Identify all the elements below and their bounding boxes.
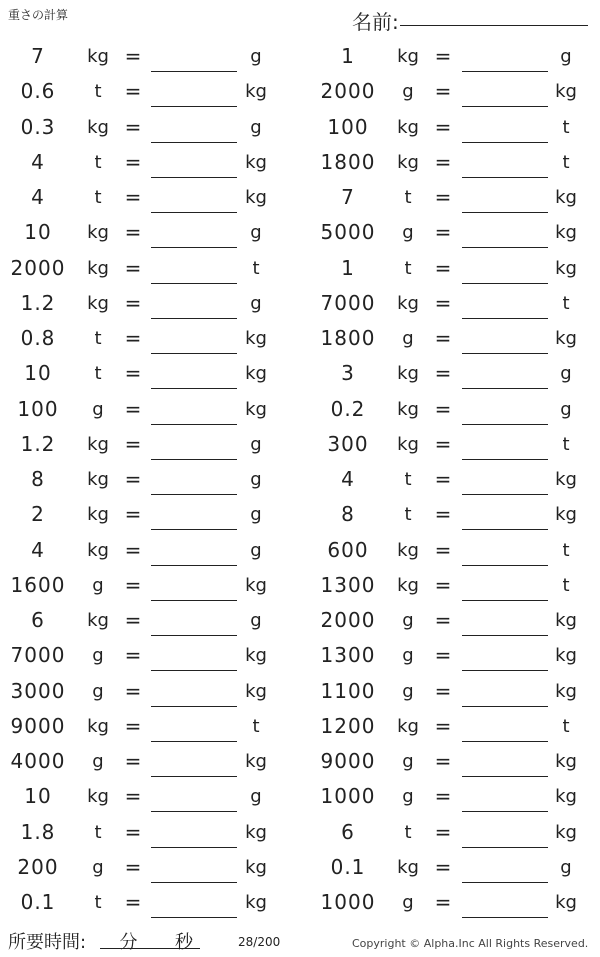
from-unit: kg	[87, 539, 109, 561]
equals-sign: =	[124, 149, 142, 174]
answer-blank[interactable]	[462, 212, 548, 213]
problem-row	[0, 850, 600, 885]
problem-row	[0, 568, 600, 603]
problem-value: 4	[31, 149, 45, 174]
to-unit: g	[250, 539, 262, 561]
from-unit: kg	[397, 151, 419, 173]
from-unit: kg	[397, 433, 419, 455]
answer-blank[interactable]	[151, 71, 237, 72]
answer-blank[interactable]	[151, 847, 237, 848]
to-unit: g	[250, 433, 262, 455]
to-unit: kg	[245, 892, 267, 913]
from-unit: g	[92, 680, 104, 702]
time-label	[8, 928, 193, 954]
problem-row	[0, 321, 600, 356]
from-unit: kg	[87, 469, 109, 490]
to-unit: kg	[555, 786, 577, 808]
from-unit: kg	[87, 257, 109, 279]
from-unit: kg	[397, 856, 419, 878]
equals-sign: =	[434, 255, 452, 280]
from-unit: g	[92, 574, 104, 596]
problem-value: 200	[17, 854, 59, 879]
from-unit: g	[402, 610, 414, 631]
from-unit: g	[92, 856, 104, 878]
seconds-label: 秒	[175, 932, 194, 953]
answer-blank[interactable]	[151, 917, 237, 918]
minutes-label: 分	[119, 932, 138, 953]
from-unit: t	[94, 151, 102, 173]
from-unit: g	[92, 398, 104, 420]
from-unit: kg	[397, 539, 419, 561]
from-unit: g	[92, 751, 104, 772]
answer-blank[interactable]	[151, 318, 237, 319]
answer-blank[interactable]	[462, 353, 548, 354]
problem-row	[0, 744, 600, 779]
to-unit: kg	[555, 821, 577, 843]
problem-value: 10	[24, 784, 52, 809]
answer-blank[interactable]	[462, 565, 548, 566]
problem-value: 9000	[320, 749, 376, 773]
problem-value: 3	[341, 361, 355, 386]
to-unit: t	[562, 539, 570, 561]
equals-sign: =	[124, 819, 142, 844]
answer-blank[interactable]	[462, 882, 548, 883]
problem-row	[0, 603, 600, 638]
to-unit: t	[562, 116, 570, 138]
to-unit: g	[250, 116, 262, 138]
answer-blank[interactable]	[151, 741, 237, 742]
problem-value: 1	[341, 44, 355, 68]
problem-value: 8	[31, 467, 45, 491]
to-unit: kg	[555, 469, 577, 490]
answer-blank[interactable]	[151, 177, 237, 178]
equals-sign: =	[434, 502, 452, 527]
problem-value: 4000	[10, 749, 66, 773]
from-unit: t	[404, 821, 412, 843]
problem-row	[0, 497, 600, 532]
to-unit: kg	[245, 151, 267, 173]
problem-row	[0, 251, 600, 286]
to-unit: g	[560, 398, 572, 420]
answer-blank[interactable]	[462, 670, 548, 671]
from-unit: g	[402, 645, 414, 667]
problem-value: 0.3	[20, 114, 56, 139]
equals-sign: =	[434, 361, 452, 386]
answer-blank[interactable]	[462, 776, 548, 777]
to-unit: kg	[555, 81, 577, 103]
answer-blank[interactable]	[151, 706, 237, 707]
answer-blank[interactable]	[151, 811, 237, 812]
from-unit: g	[402, 751, 414, 772]
equals-sign: =	[434, 149, 452, 174]
equals-sign: =	[124, 290, 142, 315]
problem-value: 0.1	[330, 854, 366, 879]
from-unit: t	[404, 469, 412, 490]
problem-value: 0.2	[330, 396, 366, 421]
time-field[interactable]	[100, 948, 200, 949]
equals-sign: =	[434, 854, 452, 879]
answer-blank[interactable]	[462, 71, 548, 72]
from-unit: kg	[87, 715, 109, 737]
to-unit: g	[250, 46, 262, 67]
from-unit: t	[94, 892, 102, 913]
answer-blank[interactable]	[151, 388, 237, 389]
equals-sign: =	[434, 749, 452, 773]
problem-row	[0, 110, 600, 145]
equals-sign: =	[124, 79, 142, 104]
to-unit: t	[562, 433, 570, 455]
answer-blank[interactable]	[462, 635, 548, 636]
to-unit: kg	[555, 892, 577, 913]
from-unit: t	[94, 328, 102, 349]
answer-blank[interactable]	[151, 212, 237, 213]
to-unit: t	[562, 151, 570, 173]
answer-blank[interactable]	[462, 847, 548, 848]
equals-sign: =	[434, 44, 452, 68]
answer-blank[interactable]	[462, 741, 548, 742]
to-unit: t	[562, 574, 570, 596]
equals-sign: =	[124, 643, 142, 668]
to-unit: kg	[555, 328, 577, 349]
problem-value: 4	[341, 467, 355, 491]
from-unit: g	[402, 81, 414, 103]
answer-blank[interactable]	[462, 459, 548, 460]
equals-sign: =	[124, 255, 142, 280]
answer-blank[interactable]	[462, 318, 548, 319]
problem-row	[0, 286, 600, 321]
from-unit: kg	[397, 292, 419, 314]
answer-blank[interactable]	[151, 459, 237, 460]
answer-blank[interactable]	[151, 494, 237, 495]
from-unit: kg	[87, 433, 109, 455]
from-unit: t	[404, 257, 412, 279]
problem-value: 4	[31, 537, 45, 562]
to-unit: g	[250, 292, 262, 314]
problem-value: 7	[31, 44, 45, 68]
to-unit: kg	[555, 257, 577, 279]
from-unit: kg	[87, 222, 109, 244]
problem-value: 100	[327, 114, 369, 139]
answer-blank[interactable]	[151, 670, 237, 671]
to-unit: t	[562, 715, 570, 737]
equals-sign: =	[434, 114, 452, 139]
equals-sign: =	[434, 608, 452, 632]
answer-blank[interactable]	[151, 142, 237, 143]
page-number: 28/200	[238, 935, 281, 949]
equals-sign: =	[124, 854, 142, 879]
problem-value: 1800	[320, 326, 376, 350]
to-unit: kg	[245, 398, 267, 420]
problem-value: 7000	[320, 290, 376, 315]
problem-row	[0, 215, 600, 250]
to-unit: g	[560, 46, 572, 67]
problem-value: 2000	[320, 79, 376, 104]
problem-value: 0.6	[20, 79, 56, 104]
problem-value: 6	[31, 608, 45, 632]
answer-blank[interactable]	[462, 283, 548, 284]
from-unit: kg	[397, 116, 419, 138]
to-unit: kg	[245, 574, 267, 596]
equals-sign: =	[434, 537, 452, 562]
equals-sign: =	[124, 678, 142, 703]
from-unit: kg	[87, 46, 109, 67]
from-unit: kg	[87, 786, 109, 808]
from-unit: t	[94, 363, 102, 385]
answer-blank[interactable]	[151, 529, 237, 530]
answer-blank[interactable]	[151, 600, 237, 601]
name-field[interactable]	[400, 25, 588, 26]
equals-sign: =	[434, 643, 452, 668]
problem-row	[0, 356, 600, 391]
problem-list	[0, 39, 600, 920]
equals-sign: =	[124, 44, 142, 68]
answer-blank[interactable]	[462, 917, 548, 918]
problem-value: 9000	[10, 713, 66, 738]
from-unit: t	[404, 187, 412, 208]
problem-row	[0, 674, 600, 709]
to-unit: t	[562, 292, 570, 314]
from-unit: t	[94, 81, 102, 103]
problem-row	[0, 638, 600, 673]
problem-value: 8	[341, 502, 355, 527]
answer-blank[interactable]	[151, 353, 237, 354]
equals-sign: =	[434, 290, 452, 315]
from-unit: kg	[397, 363, 419, 385]
problem-row	[0, 145, 600, 180]
equals-sign: =	[124, 114, 142, 139]
from-unit: kg	[397, 715, 419, 737]
answer-blank[interactable]	[151, 635, 237, 636]
problem-value: 10	[24, 220, 52, 245]
to-unit: g	[250, 610, 262, 631]
worksheet-title: 重さの計算	[8, 8, 69, 22]
from-unit: kg	[87, 116, 109, 138]
equals-sign: =	[434, 713, 452, 738]
to-unit: kg	[245, 328, 267, 349]
problem-value: 600	[327, 537, 369, 562]
equals-sign: =	[124, 220, 142, 245]
problem-value: 7000	[10, 643, 66, 668]
equals-sign: =	[124, 502, 142, 527]
problem-value: 1300	[320, 572, 376, 597]
answer-blank[interactable]	[151, 106, 237, 107]
answer-blank[interactable]	[462, 706, 548, 707]
problem-value: 10	[24, 361, 52, 386]
problem-value: 1800	[320, 149, 376, 174]
from-unit: kg	[87, 610, 109, 631]
from-unit: g	[402, 222, 414, 244]
to-unit: kg	[555, 222, 577, 244]
problem-row	[0, 427, 600, 462]
answer-blank[interactable]	[462, 142, 548, 143]
problem-value: 1.2	[20, 431, 56, 456]
to-unit: t	[252, 715, 260, 737]
equals-sign: =	[124, 431, 142, 456]
problem-value: 5000	[320, 220, 376, 245]
equals-sign: =	[434, 326, 452, 350]
equals-sign: =	[434, 819, 452, 844]
problem-value: 4	[31, 185, 45, 209]
problem-row	[0, 815, 600, 850]
to-unit: g	[560, 363, 572, 385]
from-unit: g	[402, 680, 414, 702]
problem-value: 1600	[10, 572, 66, 597]
copyright-notice: Copyright © Alpha.Inc All Rights Reserved.	[352, 937, 589, 950]
to-unit: kg	[245, 751, 267, 772]
to-unit: kg	[555, 504, 577, 526]
answer-blank[interactable]	[462, 424, 548, 425]
to-unit: g	[560, 856, 572, 878]
problem-value: 1000	[320, 784, 376, 809]
equals-sign: =	[434, 79, 452, 104]
problem-value: 7	[341, 185, 355, 209]
problem-value: 1	[341, 255, 355, 280]
to-unit: t	[252, 257, 260, 279]
equals-sign: =	[434, 396, 452, 421]
to-unit: kg	[245, 680, 267, 702]
problem-value: 2000	[10, 255, 66, 280]
equals-sign: =	[434, 220, 452, 245]
answer-blank[interactable]	[462, 600, 548, 601]
problem-value: 100	[17, 396, 59, 421]
from-unit: g	[402, 328, 414, 349]
equals-sign: =	[434, 467, 452, 491]
equals-sign: =	[434, 784, 452, 809]
from-unit: g	[402, 786, 414, 808]
to-unit: g	[250, 786, 262, 808]
answer-blank[interactable]	[462, 494, 548, 495]
equals-sign: =	[124, 749, 142, 773]
time-label-text: 所要時間:	[8, 932, 87, 953]
equals-sign: =	[124, 326, 142, 350]
to-unit: kg	[245, 363, 267, 385]
from-unit: kg	[397, 46, 419, 67]
problem-value: 1.8	[20, 819, 56, 844]
to-unit: kg	[555, 187, 577, 208]
problem-value: 6	[341, 819, 355, 844]
equals-sign: =	[434, 572, 452, 597]
problem-row	[0, 533, 600, 568]
equals-sign: =	[434, 185, 452, 209]
problem-row	[0, 180, 600, 215]
to-unit: g	[250, 222, 262, 244]
from-unit: t	[404, 504, 412, 526]
equals-sign: =	[124, 537, 142, 562]
equals-sign: =	[124, 467, 142, 491]
problem-value: 300	[327, 431, 369, 456]
equals-sign: =	[434, 431, 452, 456]
equals-sign: =	[124, 185, 142, 209]
from-unit: kg	[397, 398, 419, 420]
problem-row	[0, 709, 600, 744]
equals-sign: =	[124, 713, 142, 738]
from-unit: t	[94, 821, 102, 843]
answer-blank[interactable]	[462, 177, 548, 178]
from-unit: kg	[87, 504, 109, 526]
from-unit: kg	[87, 292, 109, 314]
to-unit: g	[250, 469, 262, 490]
from-unit: t	[94, 187, 102, 208]
answer-blank[interactable]	[462, 529, 548, 530]
to-unit: kg	[245, 81, 267, 103]
to-unit: kg	[555, 751, 577, 772]
answer-blank[interactable]	[151, 776, 237, 777]
problem-value: 1000	[320, 890, 376, 914]
problem-value: 0.8	[20, 326, 56, 350]
problem-value: 2	[31, 502, 45, 527]
problem-row	[0, 462, 600, 497]
to-unit: kg	[555, 610, 577, 631]
problem-row	[0, 74, 600, 109]
to-unit: kg	[555, 645, 577, 667]
to-unit: kg	[245, 856, 267, 878]
to-unit: kg	[555, 680, 577, 702]
to-unit: kg	[245, 645, 267, 667]
problem-value: 1300	[320, 643, 376, 668]
equals-sign: =	[124, 396, 142, 421]
problem-row	[0, 779, 600, 814]
problem-row	[0, 885, 600, 920]
problem-value: 1100	[320, 678, 376, 703]
to-unit: g	[250, 504, 262, 526]
equals-sign: =	[124, 890, 142, 914]
answer-blank[interactable]	[462, 247, 548, 248]
from-unit: g	[402, 892, 414, 913]
problem-row	[0, 39, 600, 74]
name-label: 名前:	[352, 10, 399, 34]
problem-value: 0.1	[20, 890, 56, 914]
problem-row	[0, 392, 600, 427]
equals-sign: =	[434, 678, 452, 703]
from-unit: kg	[397, 574, 419, 596]
answer-blank[interactable]	[462, 106, 548, 107]
problem-value: 1200	[320, 713, 376, 738]
answer-blank[interactable]	[462, 388, 548, 389]
problem-value: 1.2	[20, 290, 56, 315]
problem-value: 2000	[320, 608, 376, 632]
answer-blank[interactable]	[151, 565, 237, 566]
problem-value: 3000	[10, 678, 66, 703]
to-unit: kg	[245, 821, 267, 843]
answer-blank[interactable]	[151, 247, 237, 248]
answer-blank[interactable]	[151, 283, 237, 284]
answer-blank[interactable]	[462, 811, 548, 812]
answer-blank[interactable]	[151, 882, 237, 883]
equals-sign: =	[124, 784, 142, 809]
equals-sign: =	[124, 608, 142, 632]
to-unit: kg	[245, 187, 267, 208]
equals-sign: =	[434, 890, 452, 914]
equals-sign: =	[124, 361, 142, 386]
from-unit: g	[92, 645, 104, 667]
equals-sign: =	[124, 572, 142, 597]
answer-blank[interactable]	[151, 424, 237, 425]
